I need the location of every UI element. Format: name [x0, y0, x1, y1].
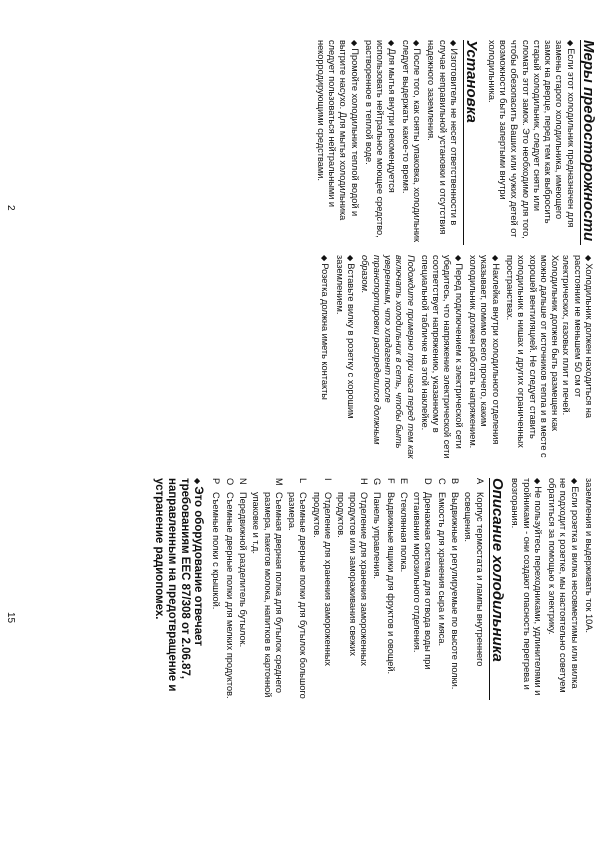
column-installation-cont	[316, 255, 594, 460]
list-item: O Съемные дверные полки для мелких продуктов.	[224, 478, 235, 699]
page-number-right: 15	[5, 612, 16, 624]
list-item: E Стеклянная полка.	[398, 478, 409, 573]
grounding-text: заземления и выдерживать ток 10А.	[584, 478, 594, 633]
grounding-text: ◆ Если розетка и вилка несовместимы или вилка не подходит к розетке, мы настоятельно советуем обратиться за помощью к электрику.	[546, 478, 580, 700]
installation-paragraph: Подождите примерно три часа перед тем как включать холодильник в сеть, чтобы быть уверенным, что хладагент после транспортировки распределился должным образом.	[360, 255, 416, 459]
list-item: P Съемные полки с крышкой.	[211, 478, 222, 610]
description-title: Описание холодильника	[489, 478, 503, 700]
installation-paragraph: ◆ Холодильник должен находиться на расстоянии не меньшем 50 см от электрических, газовых плит и печей. Холодильник должен быть размещен как можно дальше от источников тепла и в месте с хорошей вентиляцией. Не следует ставить холодильник в нишах и других ограниченных пространствах.	[504, 255, 594, 460]
column-safety-installation	[311, 40, 597, 245]
installation-paragraph: ◆ После того, как сняты упаковка, холодильник следует выдержать какое-то время.	[400, 40, 423, 245]
installation-paragraph: ◆ Изготовитель не несет ответственности в случае неправильной установки и отсутствия надежного заземления.	[425, 40, 459, 245]
installation-paragraph: ◆ Промойте холодильник теплой водой и вытрите насухо. Для мытья холодильника следует пользоваться нейтральными и некорродирующими средствами.	[314, 40, 359, 245]
list-item: A Корпус термостата и лампы внутреннего освещения.	[463, 478, 485, 667]
list-item: C Емкость для хранения сыра и мяса.	[436, 478, 447, 646]
list-item: B Выдвижные и регулируемые по высоте полки.	[450, 478, 461, 690]
installation-paragraph: ◆ Наклейка внутри холодильного отделения указывает, помимо всего прочего, каким холодильник должен работать напряжением.	[467, 255, 501, 460]
column-description	[149, 478, 594, 700]
safety-paragraph: ◆ Если этот холодильник предназначен для замены старого холодильника, имеющего замок на дверце, перед тем как выбросить старый холодильник, следует снять или сломать этот замок. Это необходимо для того, чтобы обезопасить Ваших или чужих детей от возможности быть запертыми внутри холодильника.	[485, 40, 575, 245]
list-item: G Панель управления.	[372, 478, 383, 579]
installation-title: Установка	[463, 40, 477, 245]
list-item: H Отделение для хранения замороженных продуктов или замораживания свежих продуктов.	[336, 478, 369, 666]
list-item: L Съемные дверные полки для бутылок большого размера.	[287, 478, 309, 699]
list-item: F Выдвижные ящики для фруктов и овощей.	[385, 478, 396, 675]
grounding-text: ◆ Не пользуйтесь переходниками, удлинителями и тройниками - они создают опасность перегрева и возгорания.	[509, 478, 543, 700]
installation-paragraph: ◆ Вставьте вилку в розетку с хорошим заземлением.	[333, 255, 356, 460]
compliance-note: ◆ Это оборудование отвечает требованиям ЕЕС 87/308 от 2.06.87, направленным на предотвращение и устранение радиопомех.	[152, 478, 204, 700]
installation-paragraph: ◆ Перед подключением к электрической сети убедитесь, что напряжение электрической сети соответствует напряжению, указанному в специальной табличке на этой наклейке.	[419, 255, 464, 460]
list-item: D Дренажная система для отвода воды при оттаивании морозильного отделения.	[412, 478, 434, 670]
safety-title: Меры предосторожности	[580, 40, 594, 245]
installation-paragraph: ◆ Для мытья внутри рекомендуется использовать нейтральное моющее средство, растворенное в теплой воде.	[363, 40, 397, 245]
list-item: N Передвижной разделитель бутылок.	[237, 478, 248, 648]
page-number-left: 2	[5, 205, 16, 211]
list-item: I Отделение для хранения замороженных продуктов.	[311, 478, 334, 666]
parts-list	[210, 478, 485, 700]
list-item: M Съемная дверная полка для бутылок среднего размера, пакетов молока, напитков в картонной упаковке и т.д.	[251, 478, 284, 698]
installation-paragraph: ◆ Розетка должна иметь контакты	[319, 255, 330, 460]
